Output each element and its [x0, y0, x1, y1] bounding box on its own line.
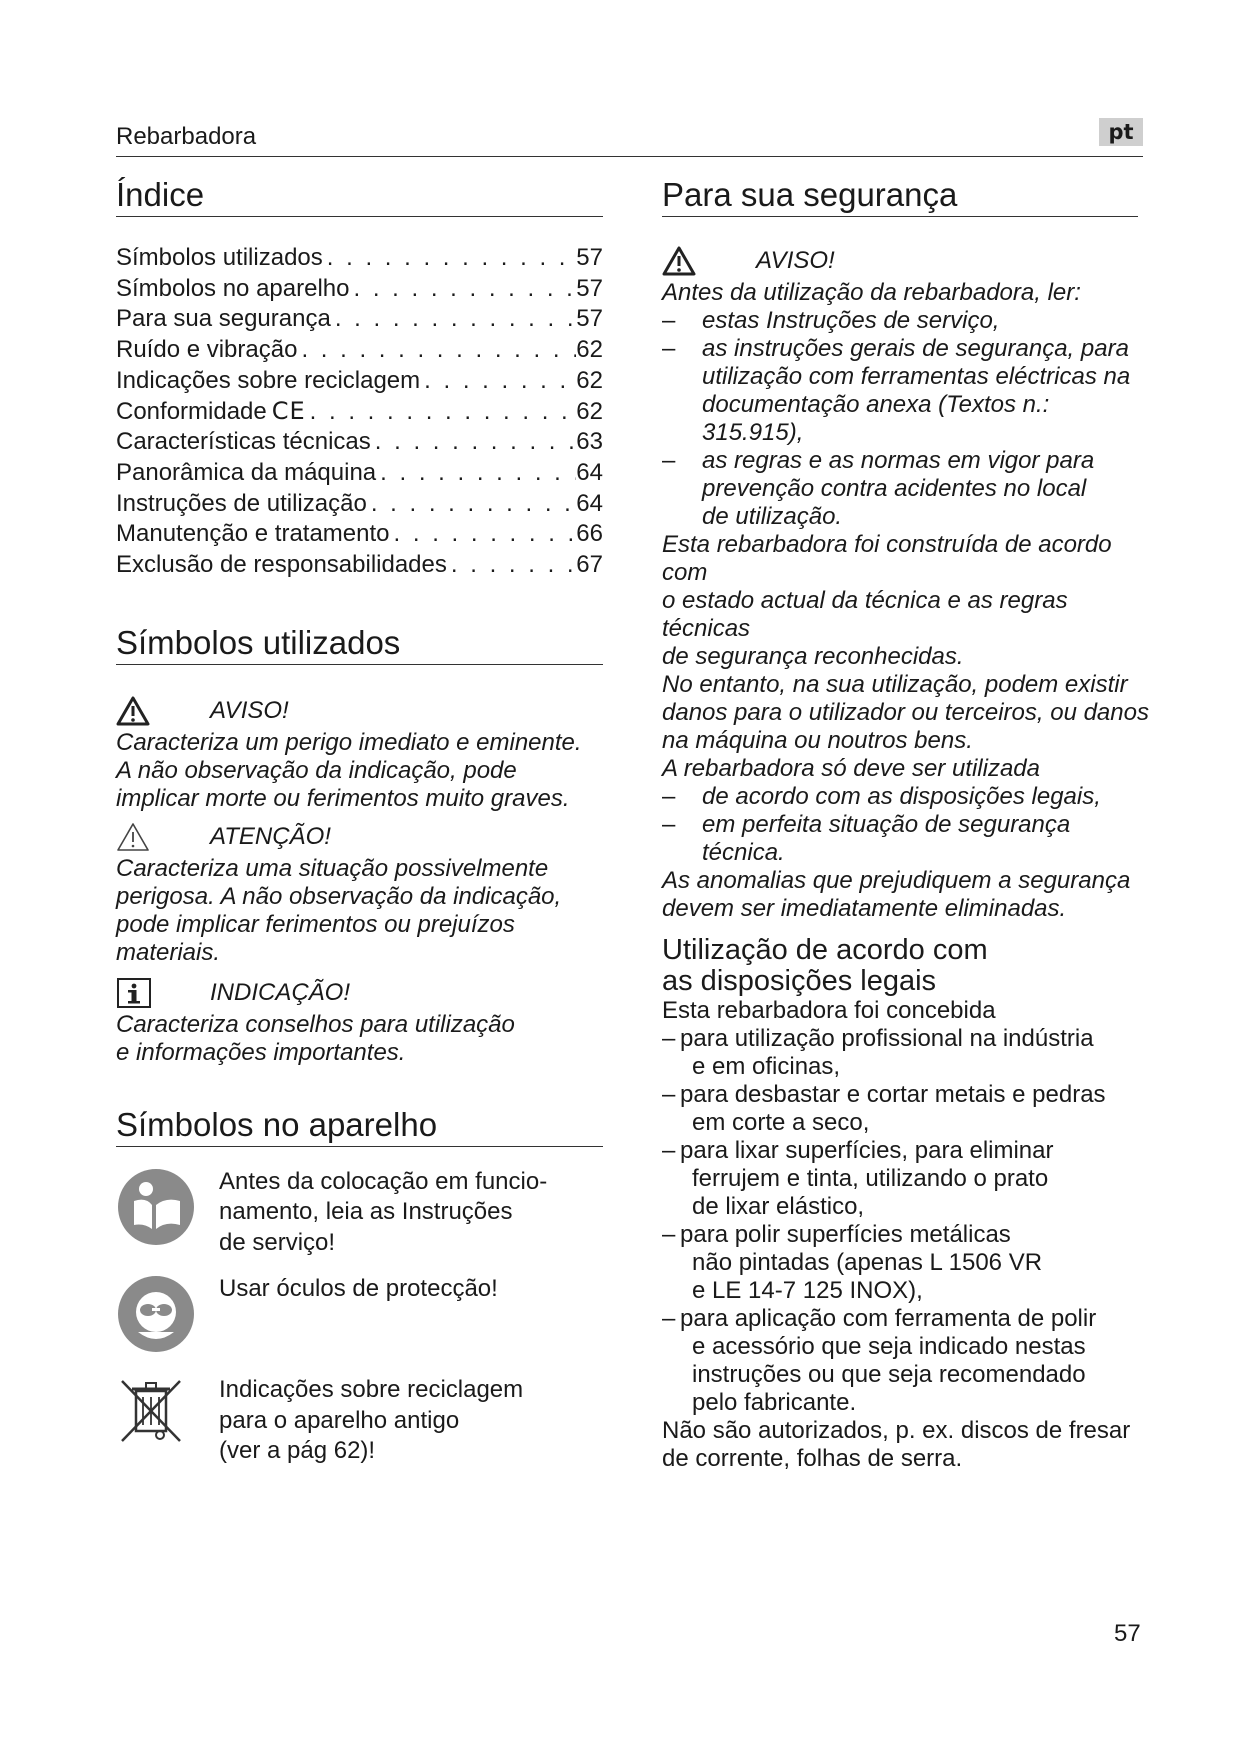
toc-entry[interactable] [116, 489, 603, 520]
list-item: – para desbastar e cortar metais e pedras em corte a seco, [662, 1081, 1106, 1136]
toc-entry-page: 57 [576, 244, 603, 271]
toc-entry-text: Símbolos utilizados [116, 244, 323, 271]
caution-text: Caracteriza uma situação possivelmente perigosa. A não observação da indicação, pode implicar ferimentos ou prejuízos materiais. [116, 854, 562, 966]
toc-entry-page: 57 [576, 274, 603, 302]
warning-label: AVISO! [210, 696, 289, 724]
toc-entry-page: 62 [576, 398, 603, 426]
device-symbol-text: Indicações sobre reciclagem para o aparelho antigo (ver a pág 62)! [219, 1376, 524, 1465]
note-label: INDICAÇÃO! [210, 978, 351, 1006]
symbols-used-title: Símbolos utilizados [116, 623, 603, 665]
list-item: – as regras e as normas em vigor para prevenção contra acidentes no local de utilização. [662, 447, 1095, 530]
right-column [662, 175, 1152, 1473]
table-of-contents [116, 243, 603, 581]
list-item: – as instruções gerais de segurança, para utilização com ferramentas eléctricas na documentação anexa (Textos n.: 315.915), [662, 335, 1131, 446]
page-header [116, 118, 1143, 157]
read-manual-icon [116, 1167, 219, 1259]
toc-entry-text: Símbolos no aparelho [116, 274, 350, 302]
safety-intro: Antes da utilização da rebarbadora, ler: [662, 279, 1081, 306]
toc-entry-text: Panorâmica da máquina [116, 458, 377, 486]
toc-entry-page: 64 [576, 458, 603, 486]
page-number: 57 [1114, 1620, 1141, 1647]
ce-mark-icon: CE [271, 397, 306, 426]
warning-block [116, 693, 603, 813]
toc-entry[interactable] [116, 458, 603, 489]
crossed-bin-icon [116, 1375, 219, 1467]
caution-triangle-icon [116, 819, 210, 855]
toc-entry-text: Instruções de utilização [116, 489, 367, 517]
toc-entry-text: Para sua segurança [116, 305, 331, 333]
caution-label: ATENÇÃO! [210, 822, 331, 850]
language-badge: pt [1099, 118, 1143, 146]
toc-entry-page: 66 [576, 520, 603, 548]
toc-entry[interactable] [116, 550, 603, 581]
safety-paragraph: Esta rebarbadora foi construída de acordo com o estado actual da técnica e as regras técnicas de segurança reconhecidas. No entanto, na sua utilização, podem existir danos para o utilizador ou terceiros, ou danos na máquina ou noutros bens. A rebarbadora só deve ser utilizada [662, 531, 1149, 782]
toc-entry-page: 62 [576, 336, 603, 364]
toc-entry[interactable] [116, 243, 603, 274]
toc-entry-text: Exclusão de responsabilidades [116, 550, 447, 578]
safety-warning-label: AVISO! [756, 247, 835, 274]
toc-entry-page: 64 [576, 489, 603, 517]
toc-entry[interactable] [116, 274, 603, 305]
safety-title: Para sua segurança [662, 175, 1138, 217]
toc-entry-page: 62 [576, 366, 603, 394]
toc-entry[interactable] [116, 366, 603, 397]
list-item: – para polir superfícies metálicas não pintadas (apenas L 1506 VR e LE 14-7 125 INOX), [662, 1221, 1043, 1304]
safety-warning-head [662, 243, 1152, 279]
toc-entry-text: Manutenção e tratamento [116, 520, 390, 548]
toc-title: Índice [116, 175, 603, 217]
list-item: – em perfeita situação de segurança técnica. [662, 811, 1071, 866]
intended-use-intro: Esta rebarbadora foi concebida [662, 997, 996, 1024]
list-item: – estas Instruções de serviço, [662, 307, 1000, 334]
toc-entry[interactable] [116, 304, 603, 335]
toc-entry[interactable] [116, 396, 603, 427]
toc-entry-text: Características técnicas [116, 428, 371, 456]
caution-block [116, 819, 603, 967]
toc-entry-text: Ruído e vibração [116, 336, 298, 364]
toc-entry-page: 67 [576, 550, 603, 578]
safety-goggles-icon [116, 1274, 219, 1359]
toc-entry[interactable] [116, 335, 603, 366]
device-symbol-text: Usar óculos de protecção! [219, 1275, 498, 1303]
list-item: – de acordo com as disposições legais, [662, 783, 1101, 810]
intended-use-closing: Não são autorizados, p. ex. discos de fresar de corrente, folhas de serra. [662, 1417, 1131, 1472]
device-symbols-title: Símbolos no aparelho [116, 1105, 603, 1147]
toc-entry[interactable] [116, 427, 603, 458]
warning-triangle-icon [662, 243, 756, 279]
toc-entry-page: 63 [576, 428, 603, 456]
note-text: Caracteriza conselhos para utilização e informações importantes. [116, 1010, 515, 1066]
note-block [116, 975, 603, 1067]
info-icon [116, 975, 210, 1011]
intended-use-title: Utilização de acordo com as disposições legais [662, 934, 988, 997]
device-symbol-item [116, 1167, 603, 1259]
device-symbol-text: Antes da colocação em funcio- namento, leia as Instruções de serviço! [219, 1167, 548, 1256]
header-title: Rebarbadora [116, 123, 257, 150]
list-item: – para lixar superfícies, para eliminar ferrujem e tinta, utilizando o prato de lixar elástico, [662, 1137, 1054, 1220]
device-symbol-item [116, 1375, 603, 1467]
toc-entry[interactable] [116, 519, 603, 550]
device-symbol-item [116, 1274, 603, 1359]
safety-paragraph: As anomalias que prejudiquem a segurança devem ser imediatamente eliminadas. [662, 867, 1131, 922]
list-item: – para aplicação com ferramenta de polir e acessório que seja indicado nestas instruções ou que seja recomendado pelo fabricante. [662, 1305, 1097, 1416]
list-item: – para utilização profissional na indústria e em oficinas, [662, 1025, 1094, 1080]
warning-text: Caracteriza um perigo imediato e eminente. A não observação da indicação, pode implicar morte ou ferimentos muito graves. [116, 728, 582, 812]
toc-entry-page: 57 [576, 305, 603, 333]
left-column [116, 175, 603, 1467]
warning-triangle-icon [116, 693, 210, 729]
toc-entry-text: Indicações sobre reciclagem [116, 366, 421, 394]
toc-entry-text: Conformidade [116, 398, 267, 426]
